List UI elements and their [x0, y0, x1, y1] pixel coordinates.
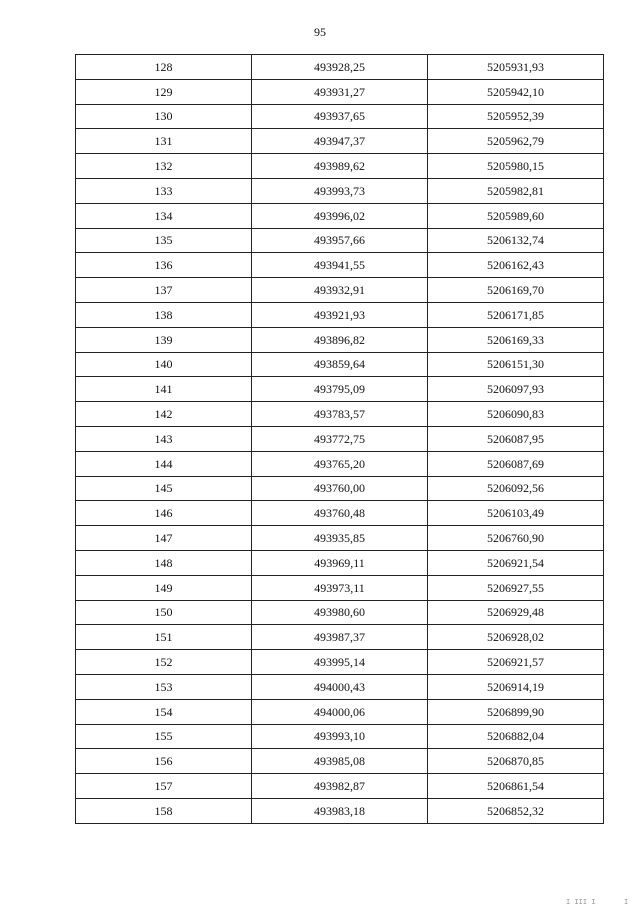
- x-coordinate-cell: 493989,62: [252, 154, 428, 179]
- table-row: [76, 476, 604, 501]
- page-number: 95: [314, 25, 326, 39]
- point-number-cell: 128: [76, 55, 252, 80]
- y-coordinate-cell: 5205942,10: [428, 79, 604, 104]
- x-coordinate-cell: 493980,60: [252, 600, 428, 625]
- point-number-cell: 135: [76, 228, 252, 253]
- x-coordinate-cell: 493928,25: [252, 55, 428, 80]
- y-coordinate-cell: 5206852,32: [428, 798, 604, 823]
- x-coordinate-cell: 493795,09: [252, 377, 428, 402]
- table-row: [76, 129, 604, 154]
- point-number-cell: 138: [76, 302, 252, 327]
- y-coordinate-cell: 5206921,54: [428, 550, 604, 575]
- point-number-cell: 154: [76, 699, 252, 724]
- table-row: [76, 104, 604, 129]
- y-coordinate-cell: 5206882,04: [428, 724, 604, 749]
- y-coordinate-cell: 5206171,85: [428, 302, 604, 327]
- point-number-cell: 153: [76, 674, 252, 699]
- x-coordinate-cell: 493941,55: [252, 253, 428, 278]
- y-coordinate-cell: 5206087,69: [428, 451, 604, 476]
- y-coordinate-cell: 5206169,70: [428, 278, 604, 303]
- point-number-cell: 137: [76, 278, 252, 303]
- table-row: [76, 526, 604, 551]
- table-row: [76, 178, 604, 203]
- x-coordinate-cell: 493932,91: [252, 278, 428, 303]
- coordinates-table-body: [76, 55, 604, 824]
- x-coordinate-cell: 493982,87: [252, 774, 428, 799]
- table-row: [76, 798, 604, 823]
- y-coordinate-cell: 5206928,02: [428, 625, 604, 650]
- table-row: [76, 253, 604, 278]
- point-number-cell: 133: [76, 178, 252, 203]
- x-coordinate-cell: 493969,11: [252, 550, 428, 575]
- point-number-cell: 136: [76, 253, 252, 278]
- x-coordinate-cell: 493921,93: [252, 302, 428, 327]
- footer-scan-mark: I III I: [566, 898, 596, 906]
- point-number-cell: 147: [76, 526, 252, 551]
- point-number-cell: 155: [76, 724, 252, 749]
- y-coordinate-cell: 5206162,43: [428, 253, 604, 278]
- table-row: [76, 724, 604, 749]
- y-coordinate-cell: 5206927,55: [428, 575, 604, 600]
- y-coordinate-cell: 5205962,79: [428, 129, 604, 154]
- point-number-cell: 142: [76, 402, 252, 427]
- point-number-cell: 145: [76, 476, 252, 501]
- point-number-cell: 148: [76, 550, 252, 575]
- y-coordinate-cell: 5206169,33: [428, 327, 604, 352]
- x-coordinate-cell: 493983,18: [252, 798, 428, 823]
- point-number-cell: 149: [76, 575, 252, 600]
- point-number-cell: 143: [76, 426, 252, 451]
- point-number-cell: 151: [76, 625, 252, 650]
- table-row: [76, 154, 604, 179]
- point-number-cell: 158: [76, 798, 252, 823]
- table-row: [76, 278, 604, 303]
- point-number-cell: 144: [76, 451, 252, 476]
- x-coordinate-cell: 493931,27: [252, 79, 428, 104]
- y-coordinate-cell: 5206921,57: [428, 650, 604, 675]
- point-number-cell: 141: [76, 377, 252, 402]
- x-coordinate-cell: 493957,66: [252, 228, 428, 253]
- x-coordinate-cell: 493937,65: [252, 104, 428, 129]
- x-coordinate-cell: 493995,14: [252, 650, 428, 675]
- point-number-cell: 134: [76, 203, 252, 228]
- point-number-cell: 131: [76, 129, 252, 154]
- table-row: [76, 451, 604, 476]
- point-number-cell: 132: [76, 154, 252, 179]
- point-number-cell: 156: [76, 749, 252, 774]
- table-row: [76, 774, 604, 799]
- table-row: [76, 625, 604, 650]
- point-number-cell: 140: [76, 352, 252, 377]
- x-coordinate-cell: 493760,48: [252, 501, 428, 526]
- y-coordinate-cell: 5206870,85: [428, 749, 604, 774]
- x-coordinate-cell: 493783,57: [252, 402, 428, 427]
- y-coordinate-cell: 5206092,56: [428, 476, 604, 501]
- x-coordinate-cell: 493896,82: [252, 327, 428, 352]
- table-row: [76, 402, 604, 427]
- y-coordinate-cell: 5205952,39: [428, 104, 604, 129]
- table-row: [76, 228, 604, 253]
- x-coordinate-cell: 493987,37: [252, 625, 428, 650]
- table-row: [76, 426, 604, 451]
- table-row: [76, 699, 604, 724]
- x-coordinate-cell: 494000,43: [252, 674, 428, 699]
- point-number-cell: 129: [76, 79, 252, 104]
- table-row: [76, 650, 604, 675]
- y-coordinate-cell: 5205982,81: [428, 178, 604, 203]
- x-coordinate-cell: 493993,10: [252, 724, 428, 749]
- y-coordinate-cell: 5206929,48: [428, 600, 604, 625]
- x-coordinate-cell: 493772,75: [252, 426, 428, 451]
- table-row: [76, 79, 604, 104]
- y-coordinate-cell: 5205980,15: [428, 154, 604, 179]
- point-number-cell: 152: [76, 650, 252, 675]
- y-coordinate-cell: 5205989,60: [428, 203, 604, 228]
- y-coordinate-cell: 5206087,95: [428, 426, 604, 451]
- y-coordinate-cell: 5206151,30: [428, 352, 604, 377]
- table-row: [76, 352, 604, 377]
- point-number-cell: 139: [76, 327, 252, 352]
- y-coordinate-cell: 5206090,83: [428, 402, 604, 427]
- y-coordinate-cell: 5206103,49: [428, 501, 604, 526]
- x-coordinate-cell: 493947,37: [252, 129, 428, 154]
- point-number-cell: 150: [76, 600, 252, 625]
- coordinates-table: [75, 54, 604, 824]
- x-coordinate-cell: 493760,00: [252, 476, 428, 501]
- x-coordinate-cell: 493996,02: [252, 203, 428, 228]
- x-coordinate-cell: 493993,73: [252, 178, 428, 203]
- table-row: [76, 749, 604, 774]
- table-row: [76, 302, 604, 327]
- point-number-cell: 146: [76, 501, 252, 526]
- y-coordinate-cell: 5206097,93: [428, 377, 604, 402]
- table-row: [76, 674, 604, 699]
- y-coordinate-cell: 5206861,54: [428, 774, 604, 799]
- y-coordinate-cell: 5206132,74: [428, 228, 604, 253]
- footer-scan-mark-right: I: [624, 898, 629, 906]
- table-row: [76, 550, 604, 575]
- y-coordinate-cell: 5205931,93: [428, 55, 604, 80]
- table-row: [76, 203, 604, 228]
- x-coordinate-cell: 493985,08: [252, 749, 428, 774]
- table-row: [76, 501, 604, 526]
- table-row: [76, 55, 604, 80]
- point-number-cell: 157: [76, 774, 252, 799]
- y-coordinate-cell: 5206914,19: [428, 674, 604, 699]
- x-coordinate-cell: 493935,85: [252, 526, 428, 551]
- table-row: [76, 600, 604, 625]
- table-row: [76, 327, 604, 352]
- x-coordinate-cell: 493859,64: [252, 352, 428, 377]
- y-coordinate-cell: 5206760,90: [428, 526, 604, 551]
- x-coordinate-cell: 493765,20: [252, 451, 428, 476]
- table-row: [76, 377, 604, 402]
- table-row: [76, 575, 604, 600]
- x-coordinate-cell: 494000,06: [252, 699, 428, 724]
- point-number-cell: 130: [76, 104, 252, 129]
- x-coordinate-cell: 493973,11: [252, 575, 428, 600]
- y-coordinate-cell: 5206899,90: [428, 699, 604, 724]
